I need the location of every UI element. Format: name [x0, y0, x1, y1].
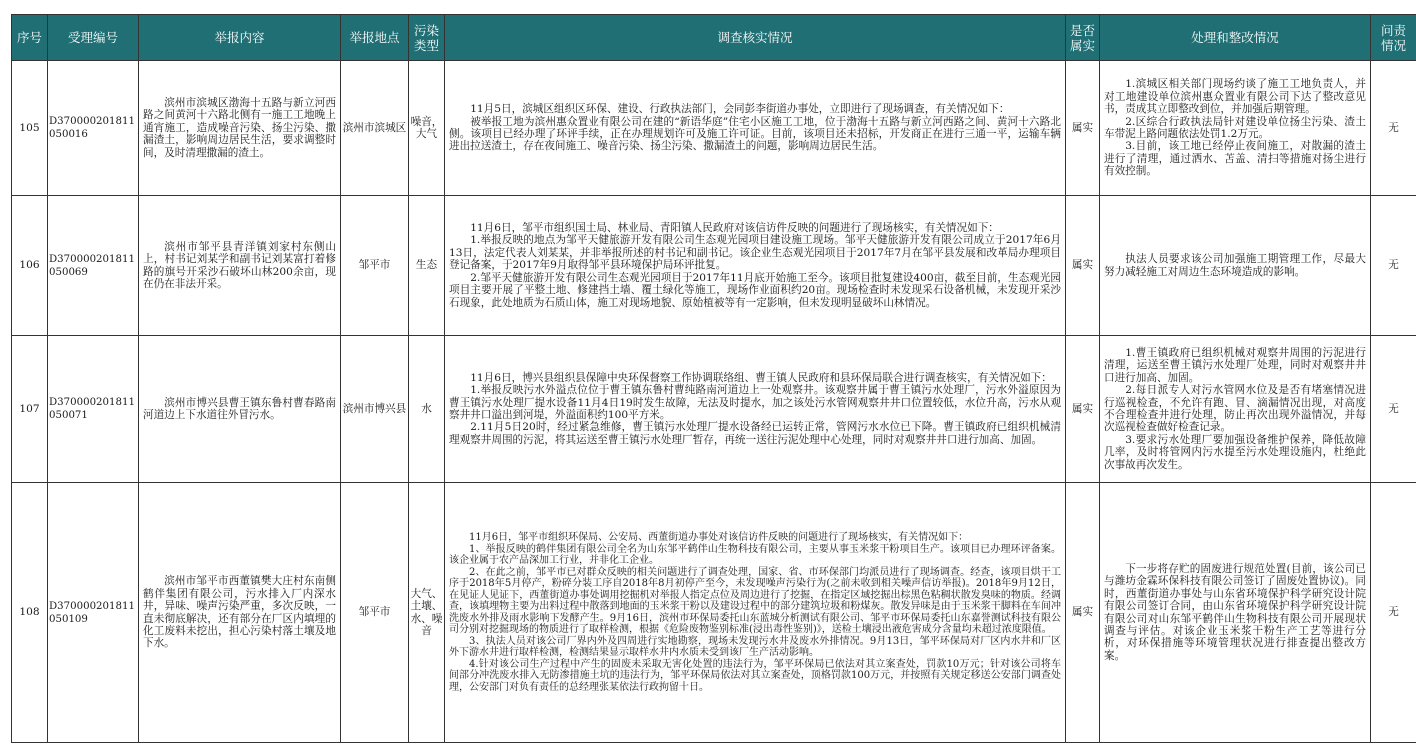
investigation-paragraph: 被举报工地为滨州惠众置业有限公司在建的“新语华庭”住宅小区施工工地，位于渤海十五路与新立河西路之间、黄河十六路北侧。该项目已经办理了环评手续，正在办理规划许可及施工许可证。目前，该项目还未招标，开发商正在进行三通一平，运输车辆进出拉送渣土，存在夜间施工、噪音污染、扬尘污染、撒漏渣土的问题，影响周边居民生活。: [449, 115, 1061, 153]
row-type: 噪音，大气: [409, 61, 445, 196]
row-content: [139, 336, 341, 483]
table-row: [12, 483, 1416, 743]
investigation-paragraph: 2.邹平天健旅游开发有限公司生态观光园项目于2017年11月底开始施工至今。该项目批复建设400亩，截至目前，生态观光园项目主要开展了平整土地、修建挡土墙、覆土绿化等施工，现场作业面积约20亩。现场检查时未发现采石设备机械，未发现开采沙石现象，此处地质为石质山体，施工对现场地貌、原始植被等有一定影响，但未发现明显破坏山林情况。: [449, 271, 1061, 309]
content-text: 滨州市博兴县曹王镇东鲁村曹春路南河道边上下水道往外冒污水。: [143, 396, 336, 421]
rectification-paragraph: 1.曹王镇政府已组织机械对观察井周围的污泥进行清理，运送至曹王镇污水处理厂处理，同时对观察井井口进行加高、加固。: [1104, 346, 1366, 384]
header-rectification: 处理和整改情况: [1100, 15, 1371, 61]
header-no: 序号: [12, 15, 48, 61]
content-text: 滨州市邹平县青洋镇刘家村东侧山上，村书记刘某学和副书记刘某富打着修路的旗号开采沙石破坏山林200余亩，现在仍在非法开采。: [143, 240, 336, 290]
investigation-paragraph: 2.11月5日20时，经过紧急维修，曹王镇污水处理厂提水设备经已运转正常，管网污水水位已下降。曹王镇政府已组织机械清理观察井周围的污泥，将其运送至曹王镇污水处理厂暂存，再统一送往污泥处理中心处理，同时对观察井井口进行加高、加固。: [449, 421, 1061, 446]
row-no: 107: [12, 336, 48, 483]
row-accountability: 无: [1371, 196, 1416, 336]
header-row: [12, 15, 1416, 61]
rectification-paragraph: 3.要求污水处理厂要加强设备维护保养，降低故障几率，及时将管网内污水提至污水处理设施内，杜绝此次事故再次发生。: [1104, 433, 1366, 471]
row-investigation: [445, 483, 1066, 743]
investigation-paragraph: 11月6日，博兴县组织县保障中央环保督察工作协调联络组、曹王镇人民政府和县环保局联合进行调查核实，有关情况如下：: [470, 371, 1052, 384]
investigation-paragraph: 4.针对该公司生产过程中产生的固废未采取无害化处置的违法行为，邹平环保局已依法对其立案查处，罚款10万元；针对该公司将车间部分冲洗废水排入无防渗措施土坑的违法行为，邹平环保局依法对其立案查处，顶格罚款100万元，并按照有关规定移送公安部门调查处理，公安部门对负有责任的总经理张某依法行政拘留十日。: [449, 658, 1061, 693]
row-location: 邹平市: [341, 483, 409, 743]
investigation-paragraph: 11月5日，滨城区组织区环保、建设、行政执法部门，会同彭李街道办事处，立即进行了现场调查，有关情况如下：: [470, 103, 1010, 116]
row-content: [139, 483, 341, 743]
table-row: [12, 336, 1416, 483]
row-type: 生态: [409, 196, 445, 336]
investigation-paragraph: 1.举报反映污水外溢点位位于曹王镇东鲁村曹纯路南河道边上一处观察井。该观察井属于曹王镇污水处理厂，污水外溢原因为曹王镇污水处理厂提水设备11月4日19时发生故障，无法及时提水，加之该处污水管网观察井井口位置较低，水位升高，污水从观察井井口溢出到河堤，外溢面积约100平方米。: [449, 384, 1061, 421]
investigation-paragraph: 3、执法人员对该公司厂界内外及四周进行实地勘察，现场未发现污水井及废水外排情况。9月13日，邹平环保局对厂区内水井和厂区外下游水井进行取样检测，检测结果显示取样水井内水质未受到该厂生产活动影响。: [449, 635, 1061, 658]
row-location: 滨州市博兴县: [341, 336, 409, 483]
investigation-paragraph: 11月6日，邹平市组织环保局、公安局、西董街道办事处对该信访件反映的问题进行了现场核实，有关情况如下：: [469, 532, 969, 543]
rectification-paragraph: 下一步将存贮的固废进行规范处置(目前，该公司已与潍坊金霖环保科技有限公司签订了固废处置协议)。同时，西董街道办事处与山东省环境保护科学研究设计院有限公司签订合同，由山东省环境保护科学研究设计院有限公司对山东邹平鹤伴山生物科技有限公司开展现状调查与评估。对该企业玉米浆干粉生产工艺等进行分析，对环保措施等环境管理状况进行排查提出整改方案。: [1104, 562, 1366, 662]
row-verified: 属实: [1066, 483, 1100, 743]
complaint-table: [11, 14, 1416, 743]
row-accountability: 无: [1371, 483, 1416, 743]
row-code: D370000201811050016: [48, 61, 139, 196]
row-rectification: [1100, 61, 1371, 196]
row-no: 106: [12, 196, 48, 336]
investigation-paragraph: 1、举报反映的鹤伴集团有限公司全名为山东邹平鹤伴山生物科技有限公司，主要从事玉米浆干粉项目生产。该项目已办理环评备案。该企业属于农产品深加工行业，并非化工企业。: [449, 543, 1061, 566]
investigation-paragraph: 2、在此之前，邹平市已对群众反映的相关问题进行了调查处理，国家、省、市环保部门均派员进行了现场调查。经查，该项目烘干工序于2018年5月停产，粉碎分装工序自2018年8月初停产至今，未发现噪声污染行为(之前未收到相关噪声信访举报)。2018年9月12日，在见证人见证下，西董街道办事处调用挖掘机对举报人指定点位及周边进行了挖掘，在指定区域挖掘出棕黑色粘稠状散发臭味的物质。经调查，该填埋物主要为出料过程中散落到地面的玉米浆干粉以及建设过程中的部分建筑垃圾和粉煤灰。散发异味是由于玉米浆干脚料在车间冲洗废水外排及雨水影响下发酵产生。9月16日，滨州市环保局委托山东蓝城分析测试有限公司、邹平市环保局委托山东嘉誉测试科技有限公司分别对挖掘现场的物质进行了取样检测，根据《危险废物鉴别标准(浸出毒性鉴别)》，送检土壤浸出液危害成分含量均未超过浓度限值。: [449, 566, 1061, 635]
rectification-paragraph: 2.每日派专人对污水管网水位及是否有堵塞情况进行巡视检查，不允许有跑、冒、滴漏情况出现，对高度不合理检查井进行处理，防止再次出现外溢情况，并每次巡视检查做好检查记录。: [1104, 384, 1366, 434]
investigation-paragraph: 1.举报反映的地点为邹平天健旅游开发有限公司生态观光园项目建设施工现场。邹平天健旅游开发有限公司成立于2017年6月13日，法定代表人刘某某，并非举报所述的村书记和副书记。该企业生态观光园项目于2017年7月在邹平县发展和改革局办理项目登记备案，于2017年9月取得邹平县环境保护局环评批复。: [449, 234, 1061, 272]
header-code: 受理编号: [48, 15, 139, 61]
row-code: D370000201811050069: [48, 196, 139, 336]
row-content: [139, 196, 341, 336]
rectification-paragraph: 3.目前，该工地已经停止夜间施工，对散漏的渣土进行了清理，通过洒水、苫盖、清扫等措施对扬尘进行有效控制。: [1104, 140, 1366, 178]
header-verified: 是否 属实: [1066, 15, 1100, 61]
row-verified: 属实: [1066, 196, 1100, 336]
content-text: 滨州市邹平市西董镇樊大庄村东南侧鹤伴集团有限公司，污水排入厂内深水井，异味、噪声污染严重，多次反映，一直未彻底解决，还有部分在厂区内填埋的化工废料未挖出，担心污染村落土壤及地下水。: [143, 575, 336, 650]
row-accountability: 无: [1371, 336, 1416, 483]
row-verified: 属实: [1066, 336, 1100, 483]
row-investigation: [445, 196, 1066, 336]
header-content: 举报内容: [139, 15, 341, 61]
rectification-paragraph: 1.滨城区相关部门现场约谈了施工工地负责人，并对工地建设单位滨州惠众置业有限公司下达了整改意见书，责成其立即整改到位，并加强后期管理。: [1104, 78, 1366, 116]
row-accountability: 无: [1371, 61, 1416, 196]
header-accountability: 问责 情况: [1371, 15, 1416, 61]
table-row: [12, 196, 1416, 336]
row-code: D370000201811050109: [48, 483, 139, 743]
content-text: 滨州市滨城区渤海十五路与新立河西路之间黄河十六路北侧有一施工工地晚上通宵施工，造成噪音污染、扬尘污染、撒漏渣土，影响周边居民生活，要求调整时间，及时清理撒漏的渣土。: [143, 96, 336, 159]
row-type: 大气、土壤、水、噪音: [409, 483, 445, 743]
row-rectification: [1100, 336, 1371, 483]
row-code: D370000201811050071: [48, 336, 139, 483]
header-type: 污染 类型: [409, 15, 445, 61]
header-location: 举报地点: [341, 15, 409, 61]
row-location: 邹平市: [341, 196, 409, 336]
row-no: 108: [12, 483, 48, 743]
row-verified: 属实: [1066, 61, 1100, 196]
row-type: 水: [409, 336, 445, 483]
table-row: [12, 61, 1416, 196]
row-rectification: [1100, 483, 1371, 743]
header-investigation: 调查核实情况: [445, 15, 1066, 61]
rectification-paragraph: 2.区综合行政执法局针对建设单位扬尘污染、渣土车带泥上路问题依法处罚1.2万元。: [1104, 115, 1366, 140]
row-content: [139, 61, 341, 196]
rectification-paragraph: 执法人员要求该公司加强施工期管理工作，尽最大努力减轻施工对周边生态环境造成的影响。: [1104, 253, 1366, 278]
row-location: 滨州市滨城区: [341, 61, 409, 196]
investigation-paragraph: 11月6日，邹平市组织国土局、林业局、青阳镇人民政府对该信访件反映的问题进行了现场核实，有关情况如下：: [470, 222, 999, 235]
row-no: 105: [12, 61, 48, 196]
row-rectification: [1100, 196, 1371, 336]
row-investigation: [445, 336, 1066, 483]
row-investigation: [445, 61, 1066, 196]
